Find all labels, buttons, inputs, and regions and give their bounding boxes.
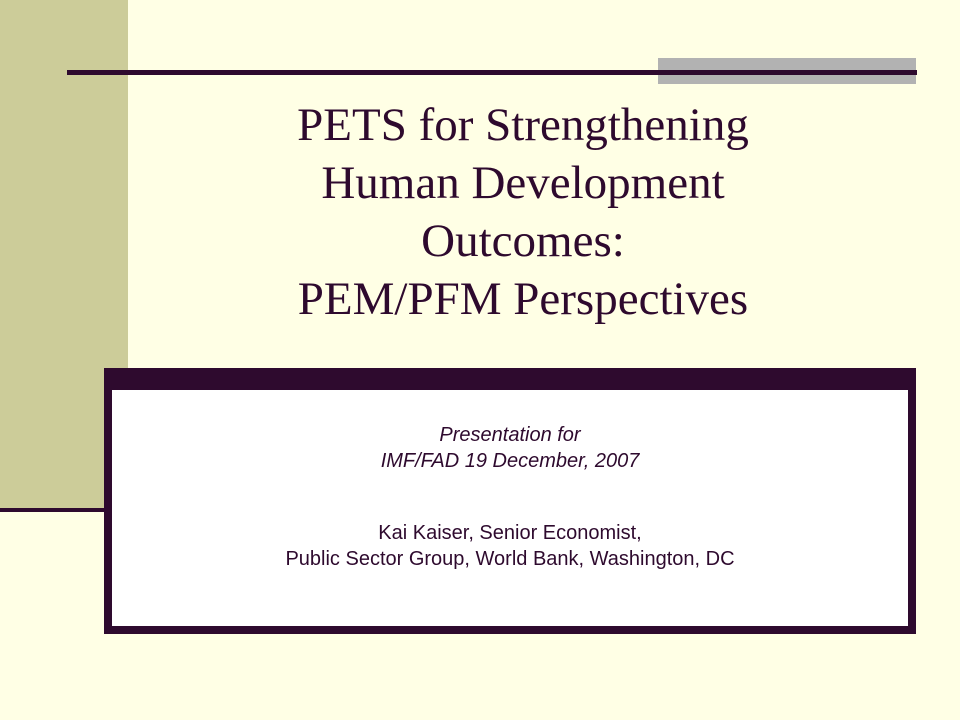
top-divider-rule bbox=[67, 70, 917, 75]
title-line-1: PETS for Strengthening bbox=[297, 99, 749, 151]
author-info bbox=[112, 520, 908, 572]
title-line-2: Human Development bbox=[321, 157, 725, 209]
presentation-info bbox=[112, 422, 908, 474]
author-line-2: Public Sector Group, World Bank, Washington, DC bbox=[285, 548, 735, 570]
title-line-3: Outcomes: bbox=[421, 215, 625, 267]
subtitle-box bbox=[104, 368, 916, 634]
presentation-line-1: Presentation for bbox=[439, 424, 581, 446]
author-line-1: Kai Kaiser, Senior Economist, bbox=[378, 522, 642, 544]
slide-title bbox=[128, 96, 918, 328]
title-line-4: PEM/PFM Perspectives bbox=[297, 273, 749, 325]
presentation-line-2: IMF/FAD 19 December, 2007 bbox=[380, 450, 640, 472]
